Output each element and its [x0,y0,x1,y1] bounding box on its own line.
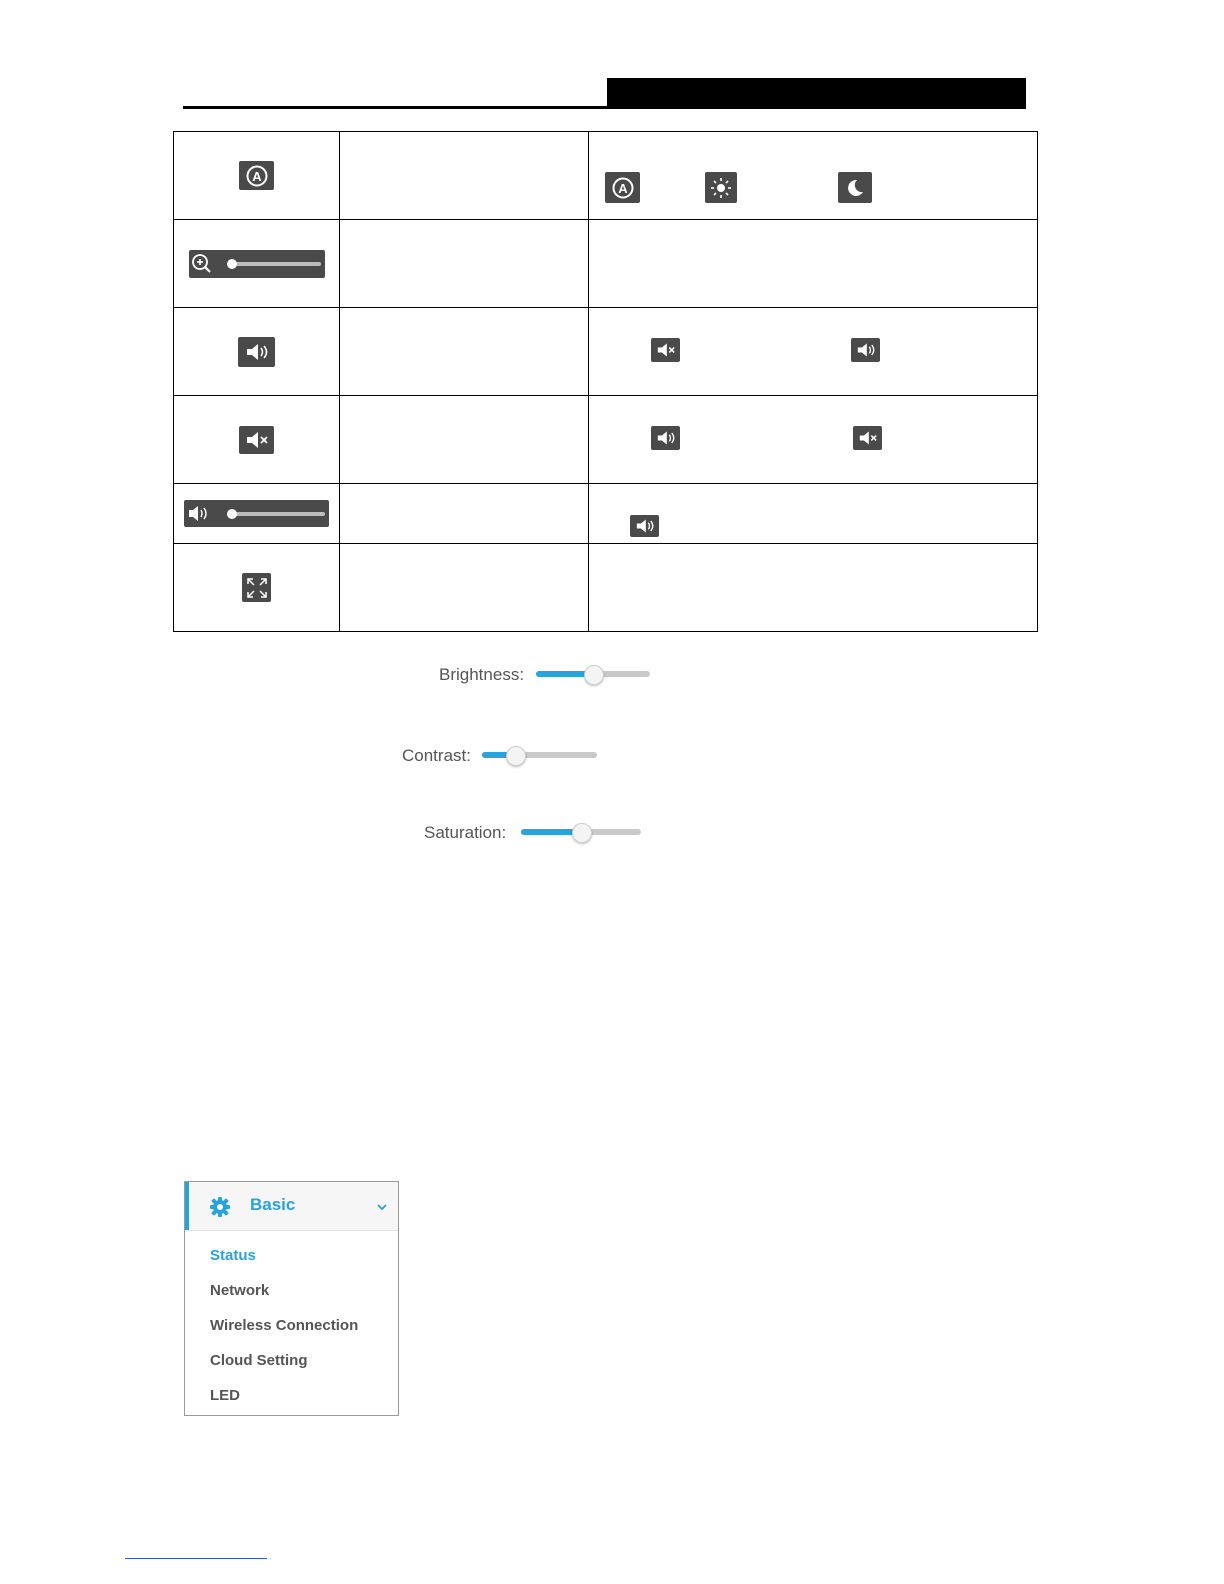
zoom-in-icon [193,255,210,272]
speaker-on-icon [851,338,880,362]
table-row [174,396,1038,484]
footer-link-underline[interactable] [125,1558,267,1559]
speaker-on-icon [630,515,659,537]
saturation-slider-handle[interactable] [572,823,592,843]
speaker-on-icon [651,426,680,450]
contrast-slider[interactable] [482,752,597,758]
menu-item-cloud-setting[interactable]: Cloud Setting [210,1352,308,1369]
speaker-mute-icon[interactable] [239,426,274,454]
settings-gear-icon [209,1196,231,1218]
table-row [174,484,1038,544]
menu-item-status[interactable]: Status [210,1247,256,1264]
speaker-on-icon[interactable] [238,337,275,367]
auto-mode-icon[interactable] [239,161,274,190]
night-mode-icon [838,172,872,203]
volume-slider[interactable] [184,500,329,527]
saturation-slider[interactable] [521,829,641,835]
speaker-mute-icon [853,426,882,450]
table-row [174,308,1038,396]
saturation-label: Saturation: [424,823,507,842]
icon-table [173,131,1038,632]
brightness-slider-handle[interactable] [584,665,604,685]
zoom-slider[interactable] [189,250,325,278]
nav-menu [184,1181,399,1416]
table-row [174,220,1038,308]
menu-item-led[interactable]: LED [210,1387,240,1404]
brightness-slider[interactable] [536,671,650,677]
table-row [174,132,1038,220]
menu-item-wireless-connection[interactable]: Wireless Connection [210,1317,359,1334]
contrast-label: Contrast: [402,746,471,765]
menu-active-bar [185,1182,189,1230]
speaker-mute-icon [651,338,680,362]
menu-header-basic[interactable] [185,1182,398,1231]
day-mode-icon [705,172,737,203]
auto-mode-icon [605,172,640,203]
svg-text:A: A [617,180,628,196]
table-row [174,544,1038,632]
chevron-down-icon[interactable] [376,1203,388,1211]
brightness-label: Brightness: [439,665,525,684]
svg-text:A: A [251,168,262,184]
contrast-slider-handle[interactable] [506,746,526,766]
menu-title: Basic [250,1195,296,1214]
menu-item-network[interactable]: Network [210,1282,270,1299]
fullscreen-icon[interactable] [242,573,271,602]
header-bar [607,78,1026,109]
speaker-on-icon [189,506,206,521]
